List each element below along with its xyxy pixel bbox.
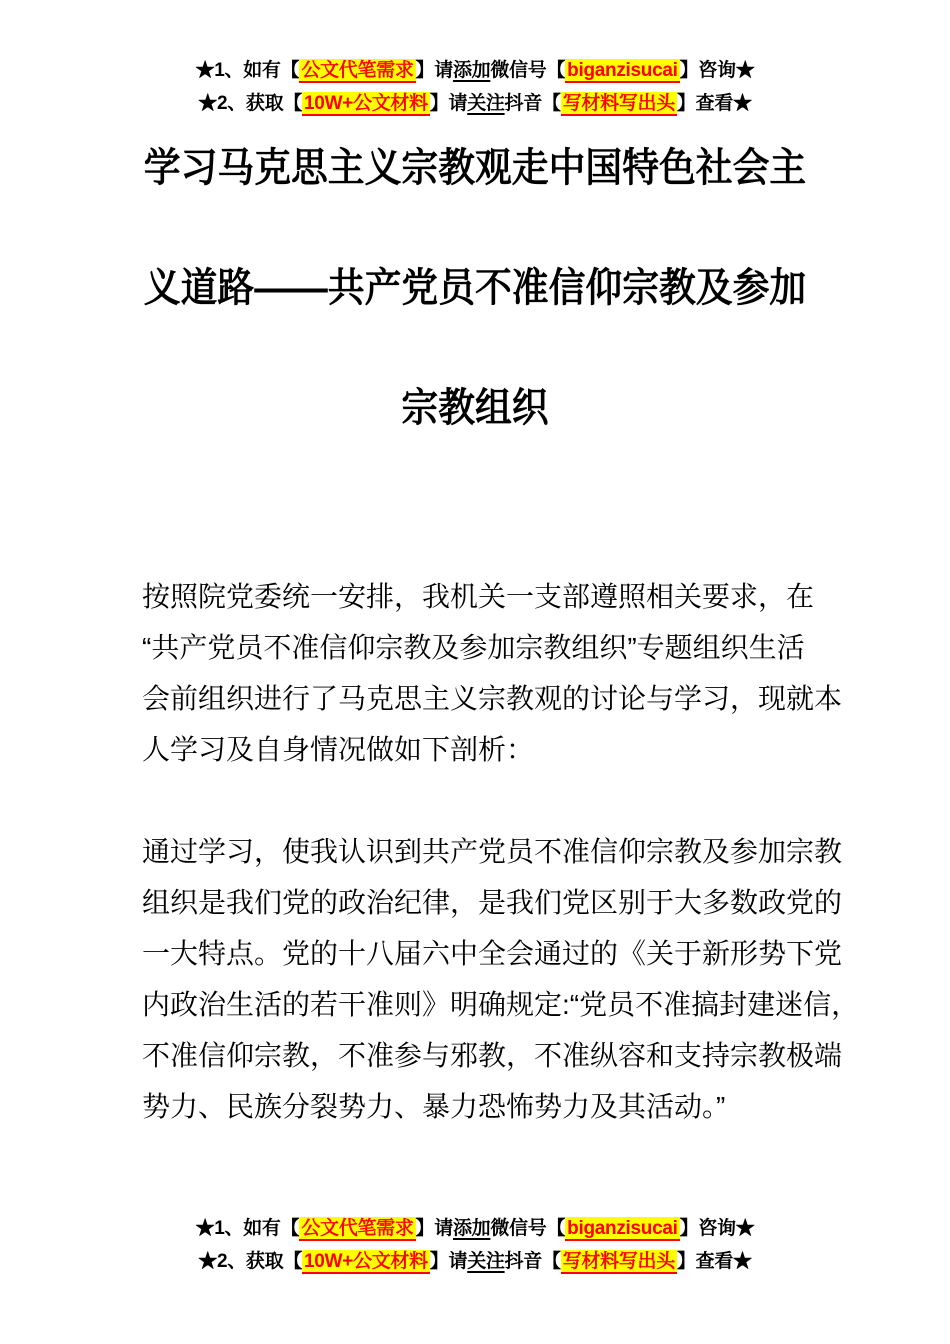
- notice-prefix: ★2、获取【: [198, 93, 303, 114]
- footer-notice-line-1: [0, 1212, 950, 1245]
- notice-suffix: 】查看★: [676, 93, 752, 114]
- notice-mid: 微信号【: [490, 60, 566, 81]
- notice-mid: 抖音【: [504, 93, 561, 114]
- body-line: 势力、民族分裂势力、暴力恐怖势力及其活动。”: [142, 1091, 726, 1122]
- body-line: 不准信仰宗教，不准参与邪教，不准纵容和支持宗教极端: [142, 1040, 843, 1071]
- notice-mid: 抖音【: [504, 1251, 561, 1272]
- notice-underline-follow: 关注: [467, 93, 505, 114]
- body-line: 会前组织进行了马克思主义宗教观的讨论与学习，现就本: [142, 683, 843, 714]
- notice-prefix: ★2、获取【: [198, 1251, 303, 1272]
- footer-notice: [0, 1212, 950, 1278]
- notice-suffix: 】查看★: [676, 1251, 752, 1272]
- body-line: 通过学习，使我认识到共产党员不准信仰宗教及参加宗教: [142, 836, 843, 867]
- body-line: 按照院党委统一安排，我机关一支部遵照相关要求，在: [142, 581, 815, 612]
- notice-douyin-id: 写材料写出头: [562, 93, 675, 114]
- notice-underline-add: 添加: [452, 1218, 491, 1239]
- notice-underline-add: 添加: [452, 60, 491, 81]
- notice-highlight-writing-service: 公文代笔需求: [301, 60, 414, 81]
- notice-douyin-id: 写材料写出头: [562, 1251, 675, 1272]
- notice-mid: 】请: [415, 60, 453, 81]
- body-line: “共产党员不准信仰宗教及参加宗教组织”专题组织生活: [142, 632, 805, 663]
- footer-notice-line-2: [0, 1245, 950, 1278]
- body-line: 一大特点。党的十八届六中全会通过的《关于新形势下党: [142, 938, 843, 969]
- paragraph-1: [142, 571, 842, 775]
- notice-highlight-writing-service: 公文代笔需求: [301, 1218, 414, 1239]
- notice-wechat-id: biganzisucai: [567, 60, 678, 81]
- document-body: [142, 571, 860, 1132]
- notice-highlight-materials: 10W+公文材料: [304, 93, 428, 114]
- notice-prefix: ★1、如有【: [195, 1218, 300, 1239]
- header-notice-line-1: [0, 54, 950, 87]
- paragraph-2: [142, 826, 860, 1132]
- body-line: 内政治生活的若干准则》明确规定:“党员不准搞封建迷信，: [142, 989, 860, 1020]
- title-line: 学习马克思主义宗教观走中国特色社会主: [143, 146, 807, 190]
- notice-prefix: ★1、如有【: [195, 60, 300, 81]
- title-line: 义道路——共产党员不准信仰宗教及参加: [143, 266, 807, 310]
- body-line: 组织是我们党的政治纪律，是我们党区别于大多数政党的: [142, 887, 843, 918]
- document-title: [0, 108, 950, 468]
- notice-mid: 】请: [415, 1218, 453, 1239]
- title-line: 宗教组织: [401, 386, 549, 430]
- notice-wechat-id: biganzisucai: [567, 1218, 678, 1239]
- notice-underline-follow: 关注: [467, 1251, 505, 1272]
- notice-mid: 微信号【: [490, 1218, 566, 1239]
- body-line: 人学习及自身情况做如下剖析：: [142, 734, 535, 765]
- notice-suffix: 】咨询★: [679, 1218, 755, 1239]
- notice-highlight-materials: 10W+公文材料: [304, 1251, 428, 1272]
- notice-mid: 】请: [429, 93, 468, 114]
- notice-suffix: 】咨询★: [679, 60, 755, 81]
- notice-mid: 】请: [429, 1251, 468, 1272]
